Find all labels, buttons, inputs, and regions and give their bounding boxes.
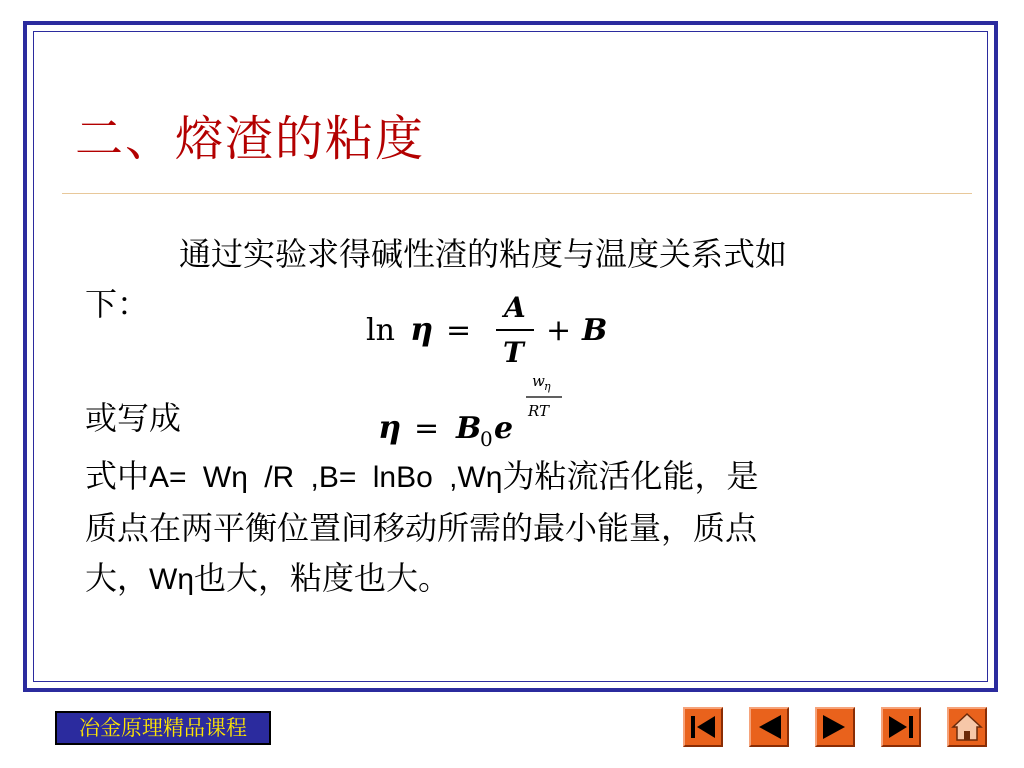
desc-line-1-formula: A= Wη /R ,B= lnBo ,Wη xyxy=(149,461,503,494)
exponent-denominator: RT xyxy=(528,402,550,420)
next-icon xyxy=(817,709,853,745)
formula-numerator: A xyxy=(504,291,526,324)
last-slide-button[interactable] xyxy=(881,707,921,747)
last-icon xyxy=(883,709,919,745)
home-button[interactable] xyxy=(947,707,987,747)
formula-ln-eta xyxy=(360,290,630,370)
formula2-eta: η xyxy=(378,408,402,446)
desc-line-1-c: 为粘流活化能，是 xyxy=(502,457,759,495)
prev-icon xyxy=(751,709,787,745)
formula-ln: ln xyxy=(366,313,395,348)
first-slide-button[interactable] xyxy=(683,707,723,747)
first-icon xyxy=(685,709,721,745)
formula-denominator: T xyxy=(503,336,524,369)
formula2-e: e xyxy=(494,411,514,446)
alt-label: 或写成 xyxy=(85,399,182,437)
desc-line-2: 质点在两平衡位置间移动所需的最小能量，质点 xyxy=(85,509,758,547)
previous-slide-button[interactable] xyxy=(749,707,789,747)
title-divider xyxy=(62,193,972,194)
intro-line-2: 下： xyxy=(85,285,150,323)
desc-line-1 xyxy=(85,450,945,504)
desc-line-3-c: 也大，粘度也大。 xyxy=(194,559,451,597)
exponent-numerator: w xyxy=(532,372,545,390)
formula2-b: B xyxy=(456,411,482,446)
formula2-equals: = xyxy=(414,411,440,446)
desc-line-3 xyxy=(85,552,945,606)
desc-line-1-a: 式中 xyxy=(85,457,150,495)
next-slide-button[interactable] xyxy=(815,707,855,747)
formula-eta: η xyxy=(410,310,434,348)
desc-line-3-a: 大， xyxy=(85,559,150,597)
formula-b: B xyxy=(582,313,608,348)
formula-plus: + xyxy=(546,313,572,348)
course-label-link[interactable]: 冶金原理精品课程 xyxy=(55,711,271,745)
formula2-subscript: 0 xyxy=(480,427,493,451)
formula-eta-exp xyxy=(372,370,582,455)
formula-equals: = xyxy=(446,313,472,348)
desc-line-3-w: Wη xyxy=(149,563,195,596)
exponent-numerator-sub: η xyxy=(544,380,551,393)
home-icon xyxy=(949,709,985,745)
slide-title: 二、熔渣的粘度 xyxy=(75,111,426,167)
intro-line-1: 通过实验求得碱性渣的粘度与温度关系式如 xyxy=(179,235,788,273)
